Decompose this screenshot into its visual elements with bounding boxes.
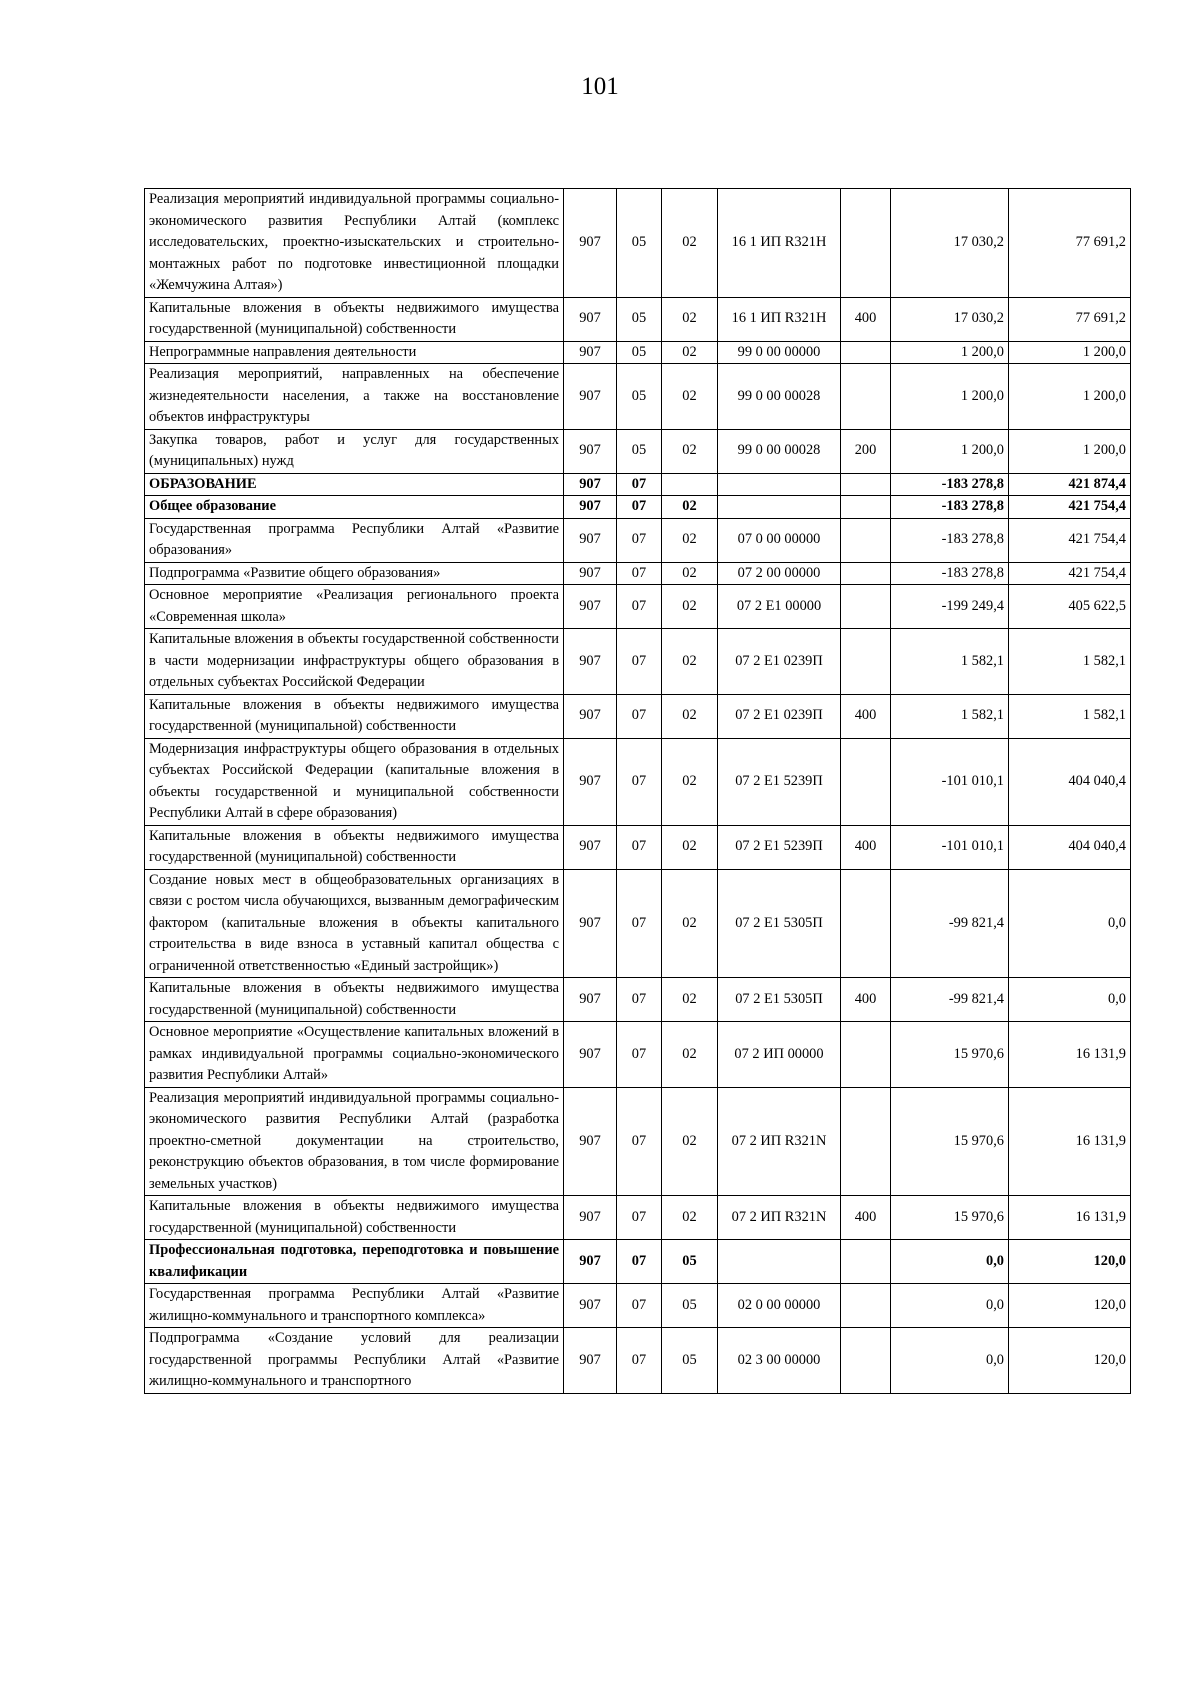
amount-total-cell: 421 754,4	[1009, 562, 1131, 585]
amount-change-cell: -99 821,4	[891, 869, 1009, 978]
subsection-code-cell: 02	[662, 518, 718, 562]
amount-change-cell: -183 278,8	[891, 496, 1009, 519]
ministry-code-cell: 907	[564, 869, 617, 978]
target-article-cell: 16 1 ИП R321Н	[718, 189, 841, 298]
target-article-cell: 99 0 00 00028	[718, 429, 841, 473]
ministry-code-cell: 907	[564, 473, 617, 496]
amount-total-cell: 404 040,4	[1009, 825, 1131, 869]
expense-type-cell	[841, 629, 891, 695]
subsection-code-cell: 02	[662, 496, 718, 519]
subsection-code-cell: 02	[662, 1087, 718, 1196]
section-code-cell: 07	[617, 869, 662, 978]
target-article-cell: 07 2 ИП 00000	[718, 1022, 841, 1088]
expense-type-cell: 400	[841, 694, 891, 738]
target-article-cell: 16 1 ИП R321Н	[718, 297, 841, 341]
subsection-code-cell: 05	[662, 1240, 718, 1284]
amount-change-cell: 0,0	[891, 1284, 1009, 1328]
ministry-code-cell: 907	[564, 189, 617, 298]
subsection-code-cell: 02	[662, 629, 718, 695]
expense-type-cell	[841, 1328, 891, 1394]
ministry-code-cell: 907	[564, 978, 617, 1022]
ministry-code-cell: 907	[564, 297, 617, 341]
table-row	[145, 364, 1131, 430]
ministry-code-cell: 907	[564, 562, 617, 585]
target-article-cell: 07 2 ИП R321N	[718, 1087, 841, 1196]
expense-type-cell	[841, 585, 891, 629]
target-article-cell: 07 2 Е1 00000	[718, 585, 841, 629]
amount-total-cell: 421 754,4	[1009, 518, 1131, 562]
subsection-code-cell	[662, 473, 718, 496]
ministry-code-cell: 907	[564, 1328, 617, 1394]
target-article-cell: 07 2 Е1 0239П	[718, 629, 841, 695]
section-code-cell: 07	[617, 1087, 662, 1196]
ministry-code-cell: 907	[564, 1022, 617, 1088]
table-row	[145, 473, 1131, 496]
ministry-code-cell: 907	[564, 518, 617, 562]
target-article-cell: 07 2 00 00000	[718, 562, 841, 585]
expense-type-cell	[841, 496, 891, 519]
item-name-cell: Капитальные вложения в объекты недвижимого имущества государственной (муниципальной) собственности	[145, 825, 564, 869]
item-name-cell: Реализация мероприятий индивидуальной программы социально-экономического развития Республики Алтай (разработка проектно-сметной документации на строительство, реконструкцию объектов образования, в том числе формирование земельных участков)	[145, 1087, 564, 1196]
amount-total-cell: 120,0	[1009, 1240, 1131, 1284]
subsection-code-cell: 02	[662, 869, 718, 978]
target-article-cell: 07 2 Е1 0239П	[718, 694, 841, 738]
item-name-cell: ОБРАЗОВАНИЕ	[145, 473, 564, 496]
item-name-cell: Государственная программа Республики Алтай «Развитие образования»	[145, 518, 564, 562]
table-row	[145, 1087, 1131, 1196]
amount-change-cell: -183 278,8	[891, 562, 1009, 585]
expense-type-cell	[841, 562, 891, 585]
table-row	[145, 189, 1131, 298]
subsection-code-cell: 05	[662, 1328, 718, 1394]
amount-total-cell: 16 131,9	[1009, 1022, 1131, 1088]
target-article-cell	[718, 1240, 841, 1284]
amount-total-cell: 1 582,1	[1009, 694, 1131, 738]
section-code-cell: 07	[617, 1328, 662, 1394]
expense-type-cell	[841, 869, 891, 978]
table-row	[145, 1284, 1131, 1328]
item-name-cell: Основное мероприятие «Реализация регионального проекта «Современная школа»	[145, 585, 564, 629]
ministry-code-cell: 907	[564, 825, 617, 869]
subsection-code-cell: 02	[662, 738, 718, 825]
amount-change-cell: 1 200,0	[891, 429, 1009, 473]
amount-change-cell: 17 030,2	[891, 297, 1009, 341]
table-row	[145, 1328, 1131, 1394]
section-code-cell: 07	[617, 562, 662, 585]
amount-total-cell: 0,0	[1009, 869, 1131, 978]
section-code-cell: 05	[617, 341, 662, 364]
item-name-cell: Государственная программа Республики Алтай «Развитие жилищно-коммунального и транспортного комплекса»	[145, 1284, 564, 1328]
target-article-cell: 07 2 Е1 5239П	[718, 825, 841, 869]
amount-total-cell: 421 874,4	[1009, 473, 1131, 496]
expense-type-cell	[841, 341, 891, 364]
item-name-cell: Капитальные вложения в объекты недвижимого имущества государственной (муниципальной) собственности	[145, 1196, 564, 1240]
target-article-cell: 07 2 Е1 5305П	[718, 978, 841, 1022]
ministry-code-cell: 907	[564, 341, 617, 364]
item-name-cell: Капитальные вложения в объекты недвижимого имущества государственной (муниципальной) собственности	[145, 297, 564, 341]
amount-change-cell: -183 278,8	[891, 473, 1009, 496]
page-number: 101	[581, 73, 619, 100]
subsection-code-cell: 02	[662, 429, 718, 473]
subsection-code-cell: 02	[662, 1196, 718, 1240]
amount-change-cell: 1 582,1	[891, 694, 1009, 738]
section-code-cell: 07	[617, 1022, 662, 1088]
target-article-cell: 07 2 Е1 5305П	[718, 869, 841, 978]
item-name-cell: Реализация мероприятий индивидуальной программы социально-экономического развития Республики Алтай (комплекс исследовательских, проектно-изыскательских и строительно-монтажных работ по подготовке инвестиционной площадки «Жемчужина Алтая»)	[145, 189, 564, 298]
amount-total-cell: 77 691,2	[1009, 189, 1131, 298]
amount-total-cell: 1 200,0	[1009, 429, 1131, 473]
amount-total-cell: 16 131,9	[1009, 1196, 1131, 1240]
amount-change-cell: 15 970,6	[891, 1022, 1009, 1088]
subsection-code-cell: 02	[662, 825, 718, 869]
expense-type-cell: 400	[841, 1196, 891, 1240]
budget-table	[144, 188, 1131, 1394]
target-article-cell: 07 2 ИП R321N	[718, 1196, 841, 1240]
expense-type-cell	[841, 189, 891, 298]
amount-change-cell: 1 582,1	[891, 629, 1009, 695]
item-name-cell: Подпрограмма «Развитие общего образования»	[145, 562, 564, 585]
amount-total-cell: 0,0	[1009, 978, 1131, 1022]
table-row	[145, 869, 1131, 978]
section-code-cell: 07	[617, 629, 662, 695]
amount-change-cell: 17 030,2	[891, 189, 1009, 298]
table-row	[145, 738, 1131, 825]
item-name-cell: Реализация мероприятий, направленных на обеспечение жизнедеятельности населения, а также на восстановление объектов инфраструктуры	[145, 364, 564, 430]
expense-type-cell	[841, 1087, 891, 1196]
amount-total-cell: 120,0	[1009, 1328, 1131, 1394]
amount-change-cell: -101 010,1	[891, 738, 1009, 825]
subsection-code-cell: 05	[662, 1284, 718, 1328]
expense-type-cell	[841, 518, 891, 562]
expense-type-cell: 400	[841, 978, 891, 1022]
ministry-code-cell: 907	[564, 1087, 617, 1196]
subsection-code-cell: 02	[662, 978, 718, 1022]
table-row	[145, 629, 1131, 695]
table-row	[145, 496, 1131, 519]
expense-type-cell	[841, 364, 891, 430]
amount-total-cell: 16 131,9	[1009, 1087, 1131, 1196]
expense-type-cell: 400	[841, 825, 891, 869]
ministry-code-cell: 907	[564, 629, 617, 695]
amount-total-cell: 1 200,0	[1009, 364, 1131, 430]
ministry-code-cell: 907	[564, 738, 617, 825]
item-name-cell: Модернизация инфраструктуры общего образования в отдельных субъектах Российской Федерации (капитальные вложения в объекты государственной и муниципальной собственности Республики Алтай в сфере образования)	[145, 738, 564, 825]
item-name-cell: Капитальные вложения в объекты государственной собственности в части модернизации инфраструктуры общего образования в отдельных субъектах Российской Федерации	[145, 629, 564, 695]
expense-type-cell	[841, 738, 891, 825]
amount-change-cell: 1 200,0	[891, 341, 1009, 364]
item-name-cell: Профессиональная подготовка, переподготовка и повышение квалификации	[145, 1240, 564, 1284]
item-name-cell: Создание новых мест в общеобразовательных организациях в связи с ростом числа обучающихся, вызванным демографическим фактором (капитальные вложения в объекты капитального строительства в виде взноса в уставный капитал общества с ограниченной ответственностью «Единый застройщик»)	[145, 869, 564, 978]
amount-change-cell: 1 200,0	[891, 364, 1009, 430]
item-name-cell: Капитальные вложения в объекты недвижимого имущества государственной (муниципальной) собственности	[145, 694, 564, 738]
amount-change-cell: 15 970,6	[891, 1087, 1009, 1196]
subsection-code-cell: 02	[662, 297, 718, 341]
target-article-cell: 07 0 00 00000	[718, 518, 841, 562]
item-name-cell: Капитальные вложения в объекты недвижимого имущества государственной (муниципальной) собственности	[145, 978, 564, 1022]
subsection-code-cell: 02	[662, 189, 718, 298]
ministry-code-cell: 907	[564, 364, 617, 430]
section-code-cell: 05	[617, 429, 662, 473]
ministry-code-cell: 907	[564, 1240, 617, 1284]
item-name-cell: Непрограммные направления деятельности	[145, 341, 564, 364]
expense-type-cell	[841, 1240, 891, 1284]
amount-change-cell: -199 249,4	[891, 585, 1009, 629]
ministry-code-cell: 907	[564, 1196, 617, 1240]
amount-total-cell: 404 040,4	[1009, 738, 1131, 825]
section-code-cell: 07	[617, 473, 662, 496]
target-article-cell: 02 3 00 00000	[718, 1328, 841, 1394]
ministry-code-cell: 907	[564, 694, 617, 738]
table-row	[145, 585, 1131, 629]
target-article-cell: 99 0 00 00028	[718, 364, 841, 430]
section-code-cell: 07	[617, 1284, 662, 1328]
target-article-cell: 99 0 00 00000	[718, 341, 841, 364]
section-code-cell: 07	[617, 1240, 662, 1284]
table-row	[145, 1022, 1131, 1088]
amount-change-cell: -99 821,4	[891, 978, 1009, 1022]
section-code-cell: 05	[617, 364, 662, 430]
item-name-cell: Общее образование	[145, 496, 564, 519]
amount-total-cell: 405 622,5	[1009, 585, 1131, 629]
item-name-cell: Основное мероприятие «Осуществление капитальных вложений в рамках индивидуальной программы социально-экономического развития Республики Алтай»	[145, 1022, 564, 1088]
ministry-code-cell: 907	[564, 429, 617, 473]
ministry-code-cell: 907	[564, 585, 617, 629]
table-row	[145, 341, 1131, 364]
subsection-code-cell: 02	[662, 585, 718, 629]
section-code-cell: 07	[617, 496, 662, 519]
expense-type-cell	[841, 1284, 891, 1328]
budget-table-body	[145, 189, 1131, 1394]
table-row	[145, 825, 1131, 869]
amount-total-cell: 77 691,2	[1009, 297, 1131, 341]
table-row	[145, 297, 1131, 341]
amount-change-cell: -183 278,8	[891, 518, 1009, 562]
target-article-cell: 07 2 Е1 5239П	[718, 738, 841, 825]
section-code-cell: 05	[617, 189, 662, 298]
target-article-cell	[718, 473, 841, 496]
section-code-cell: 07	[617, 825, 662, 869]
amount-change-cell: 0,0	[891, 1328, 1009, 1394]
target-article-cell: 02 0 00 00000	[718, 1284, 841, 1328]
section-code-cell: 07	[617, 585, 662, 629]
subsection-code-cell: 02	[662, 694, 718, 738]
table-row	[145, 1240, 1131, 1284]
expense-type-cell: 400	[841, 297, 891, 341]
item-name-cell: Закупка товаров, работ и услуг для государственных (муниципальных) нужд	[145, 429, 564, 473]
subsection-code-cell: 02	[662, 341, 718, 364]
table-row	[145, 429, 1131, 473]
amount-change-cell: 0,0	[891, 1240, 1009, 1284]
subsection-code-cell: 02	[662, 1022, 718, 1088]
expense-type-cell	[841, 473, 891, 496]
table-row	[145, 1196, 1131, 1240]
expense-type-cell	[841, 1022, 891, 1088]
target-article-cell	[718, 496, 841, 519]
amount-change-cell: 15 970,6	[891, 1196, 1009, 1240]
section-code-cell: 05	[617, 297, 662, 341]
subsection-code-cell: 02	[662, 562, 718, 585]
item-name-cell: Подпрограмма «Создание условий для реализации государственной программы Республики Алтай «Развитие жилищно-коммунального и транспортного	[145, 1328, 564, 1394]
amount-total-cell: 421 754,4	[1009, 496, 1131, 519]
section-code-cell: 07	[617, 518, 662, 562]
amount-change-cell: -101 010,1	[891, 825, 1009, 869]
subsection-code-cell: 02	[662, 364, 718, 430]
amount-total-cell: 120,0	[1009, 1284, 1131, 1328]
table-row	[145, 978, 1131, 1022]
amount-total-cell: 1 582,1	[1009, 629, 1131, 695]
ministry-code-cell: 907	[564, 496, 617, 519]
section-code-cell: 07	[617, 738, 662, 825]
expense-type-cell: 200	[841, 429, 891, 473]
section-code-cell: 07	[617, 978, 662, 1022]
table-row	[145, 694, 1131, 738]
table-row	[145, 562, 1131, 585]
amount-total-cell: 1 200,0	[1009, 341, 1131, 364]
ministry-code-cell: 907	[564, 1284, 617, 1328]
table-row	[145, 518, 1131, 562]
section-code-cell: 07	[617, 1196, 662, 1240]
section-code-cell: 07	[617, 694, 662, 738]
